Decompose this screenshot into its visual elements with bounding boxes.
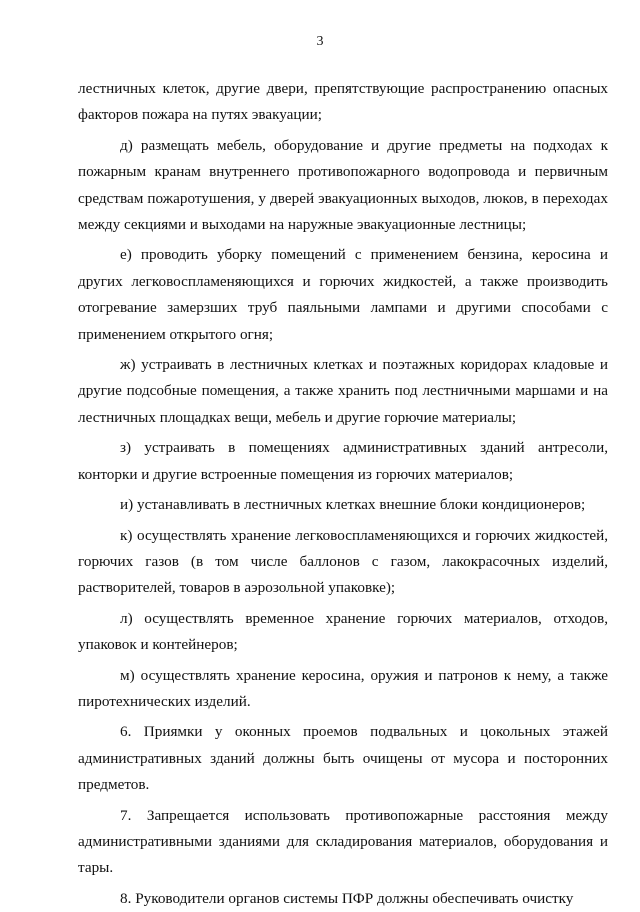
paragraph-section-8: 8. Руководители органов системы ПФР должны обеспечивать очистку — [120, 889, 574, 907]
paragraph-item-m: м) осуществлять хранение керосина, оружия и патронов к нему, а также пиротехнических изделий. — [78, 666, 608, 710]
paragraph-item-i: и) устанавливать в лестничных клетках внешние блоки кондиционеров; — [120, 496, 586, 514]
paragraph-item-d: д) размещать мебель, оборудование и другие предметы на подходах к пожарным кранам внутреннего противопожарного водопровода и первичным средствам пожаротушения, у дверей эвакуационных выходов, люков, в переходах между секциями и выходами на наружные эвакуационные лестницы; — [78, 136, 608, 234]
paragraph-item-k: к) осуществлять хранение легковоспламеняющихся и горючих жидкостей, горючих газов (в том числе баллонов с газом, лакокрасочных изделий, растворителей, товаров в аэрозольной упаковке); — [78, 526, 608, 597]
document-body — [78, 76, 608, 912]
paragraph-item-l: л) осуществлять временное хранение горючих материалов, отходов, упаковок и контейнеров; — [78, 609, 608, 654]
paragraph-section-7: 7. Запрещается использовать противопожарные расстояния между административными зданиями для складирования материалов, оборудования и тары. — [78, 806, 608, 877]
paragraph-item-zh: ж) устраивать в лестничных клетках и поэтажных коридорах кладовые и другие подсобные помещения, а также хранить под лестничными маршами и на лестничных площадках вещи, мебель и другие горючие материалы; — [78, 356, 608, 426]
paragraph-section-6: 6. Приямки у оконных проемов подвальных и цокольных этажей административных зданий должны быть очищены от мусора и посторонних предметов. — [78, 723, 608, 794]
paragraph-item-z: з) устраивать в помещениях административных зданий антресоли, конторки и другие встроенные помещения из горючих материалов; — [78, 439, 608, 483]
paragraph-item-e: е) проводить уборку помещений с применением бензина, керосина и других легковоспламеняющихся и горючих жидкостей, а также производить отогревание замерзших труб паяльными лампами и другими способами с применением открытого огня; — [78, 246, 608, 343]
paragraph-continuation: лестничных клеток, другие двери, препятствующие распространению опасных факторов пожара на путях эвакуации; — [78, 80, 608, 124]
page-number: 3 — [316, 34, 324, 49]
